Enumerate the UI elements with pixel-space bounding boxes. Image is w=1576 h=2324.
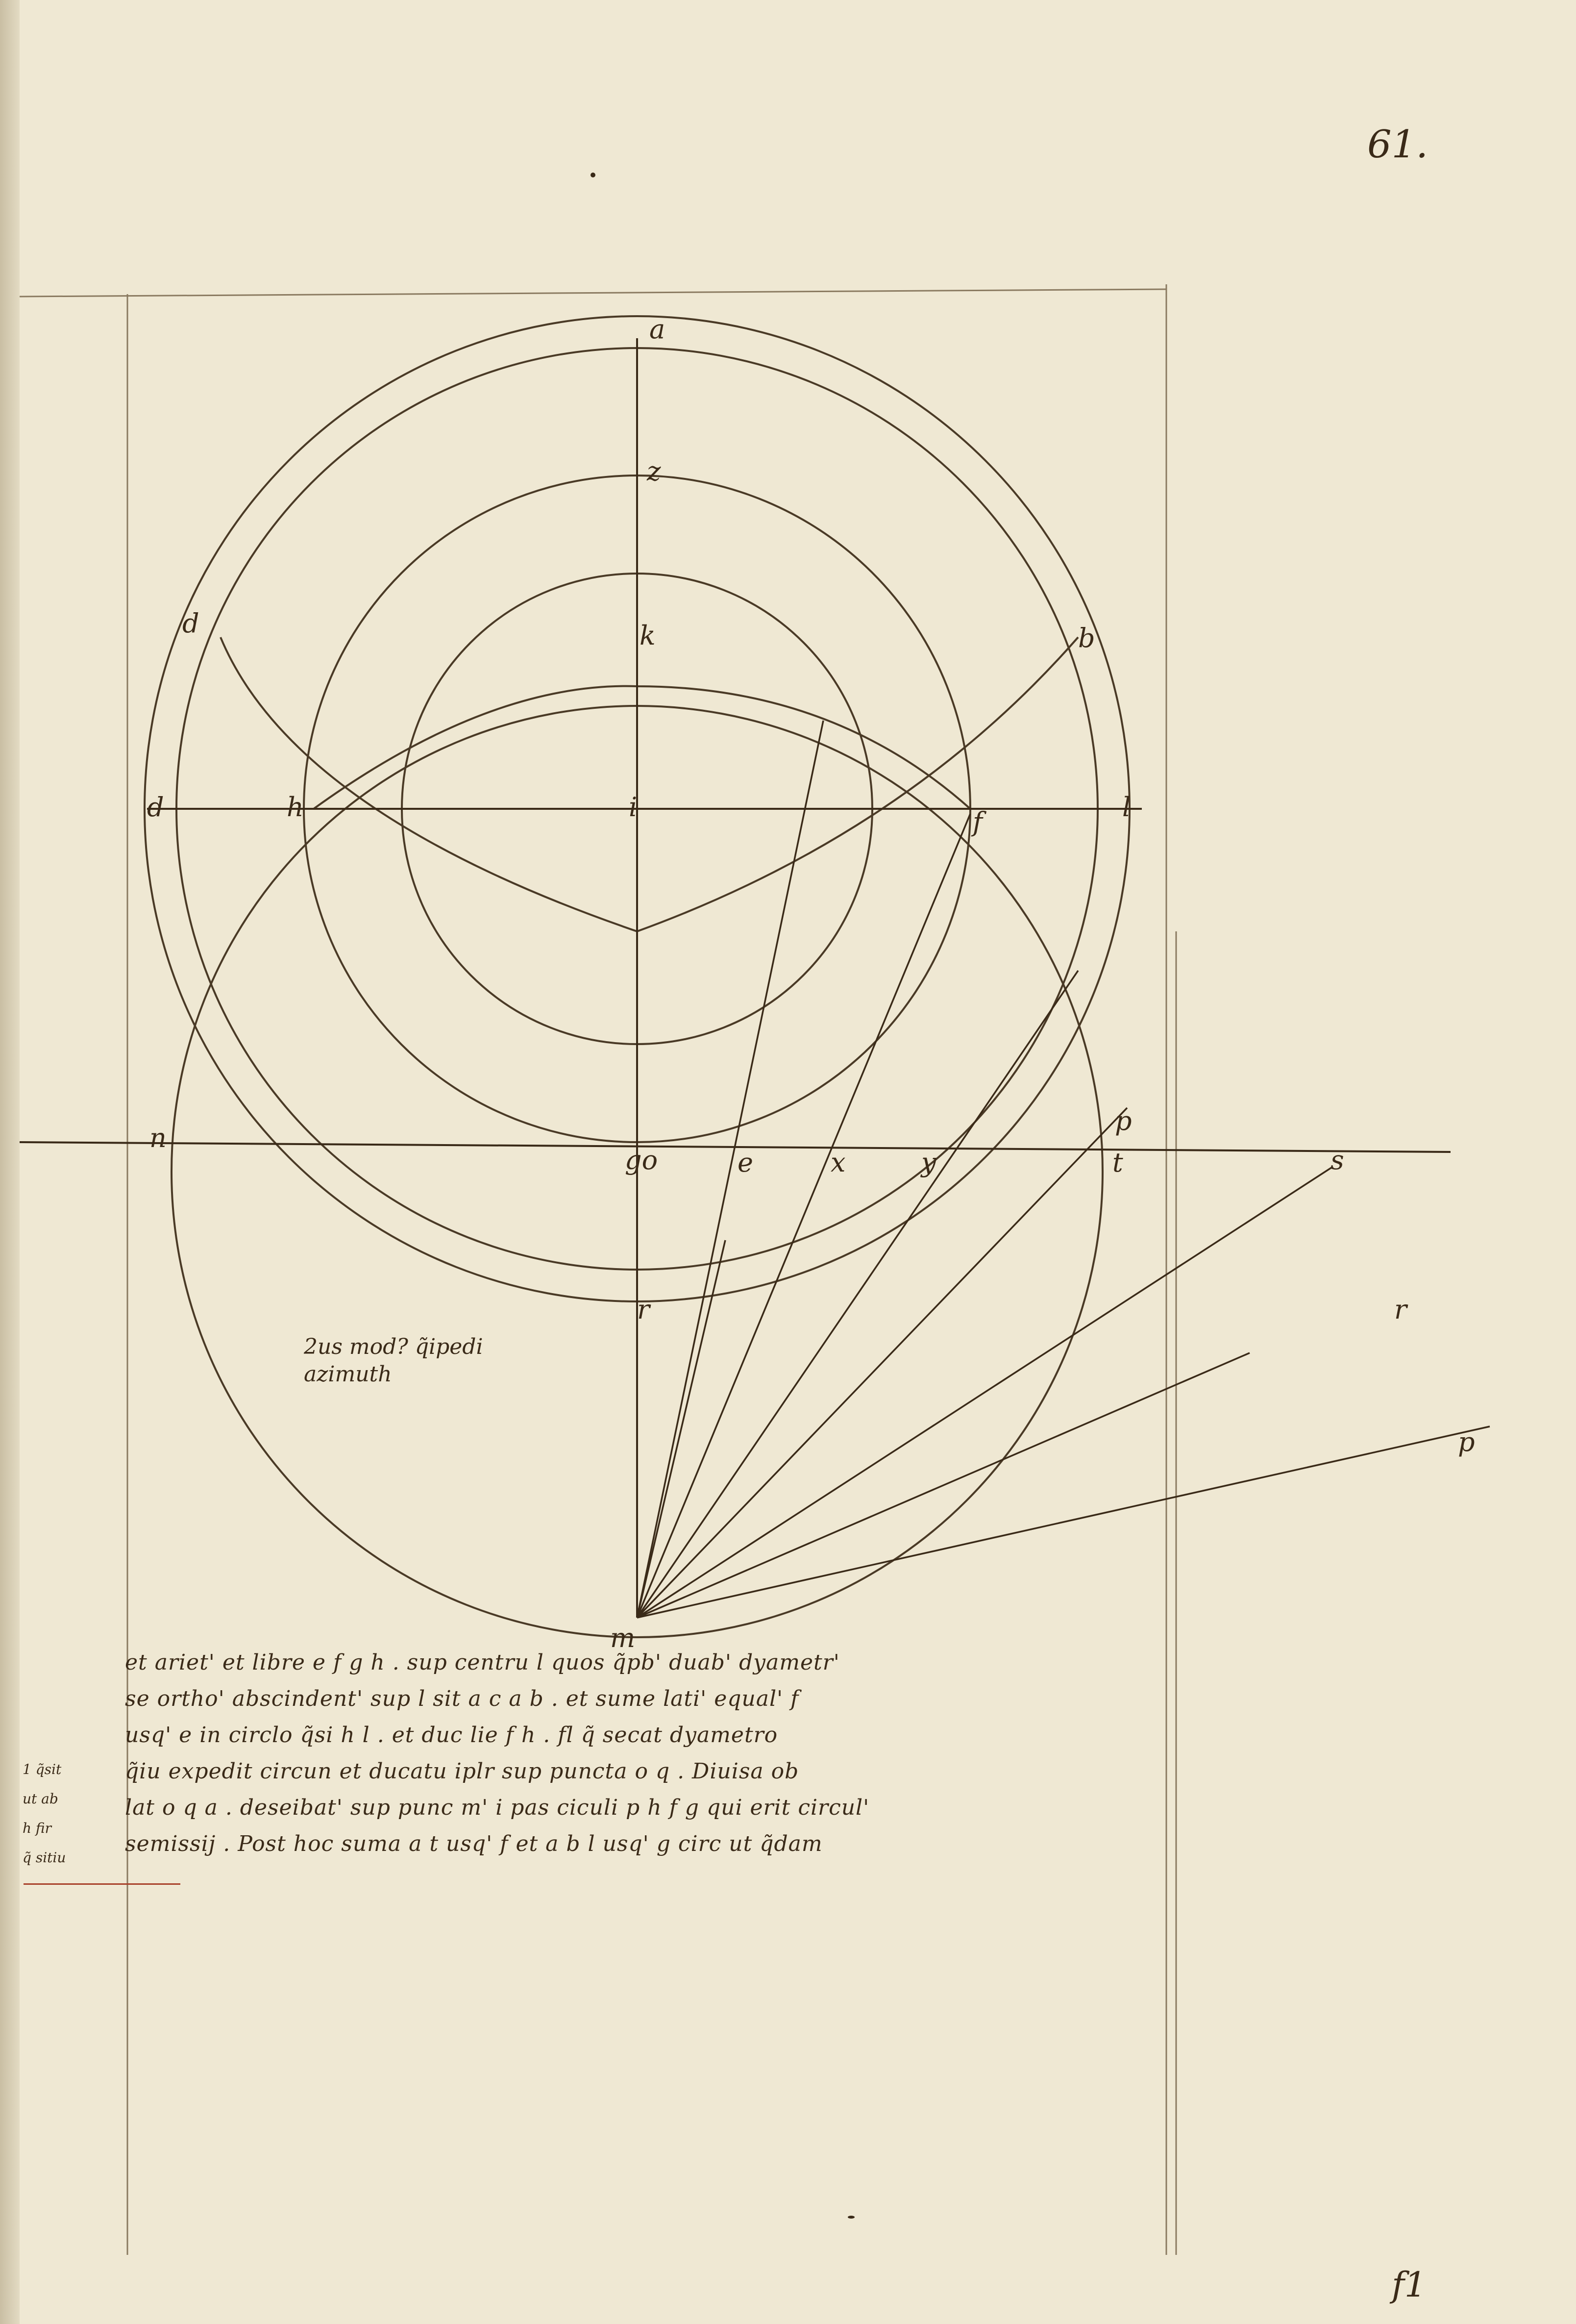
label-d-upper: d (182, 608, 199, 639)
label-z: z (647, 456, 661, 487)
label-x: x (831, 1147, 846, 1178)
ray-7 (637, 1426, 1490, 1618)
rule-top (20, 289, 1166, 297)
ray-5 (637, 1167, 1333, 1618)
text-line: semissij . Post hoc suma a t usq' f et a b l usq' g circ ut q̃dam (125, 1831, 823, 1856)
red-underline (24, 1883, 180, 1885)
text-line: lat o q a . deseibat' sup punc m' i pas ciculi p h f g qui erit circul' (125, 1795, 870, 1820)
ray-2 (637, 814, 970, 1618)
label-l: l (1122, 792, 1131, 823)
label-d-mid: d (147, 792, 164, 823)
folio-number: 61. (1367, 123, 1428, 167)
label-m: m (610, 1623, 636, 1653)
label-h: h (287, 792, 304, 823)
ink-dot-bottom (848, 2216, 855, 2219)
label-k: k (640, 620, 656, 651)
signature-mark: f1 (1392, 2265, 1427, 2305)
label-n: n (149, 1123, 167, 1153)
text-line: usq' e in circlo q̃si h l . et duc lie f h . fl q̃ secat dyametro (125, 1723, 778, 1748)
caption-line-1: 2us mod? q̃ipedi (304, 1334, 483, 1359)
ray-1 (637, 721, 823, 1618)
label-r: r (637, 1294, 650, 1325)
margin-note-line: 1 q̃sit (23, 1761, 62, 1777)
label-a: a (649, 314, 665, 345)
label-p-small: p (1115, 1105, 1132, 1136)
label-s: s (1330, 1145, 1344, 1175)
caption-line-2: azimuth (304, 1362, 392, 1387)
ray-8 (637, 1240, 725, 1618)
label-f: f (973, 806, 983, 837)
text-block (125, 1645, 1252, 1862)
diagram-caption (304, 1333, 483, 1388)
ray-3 (637, 971, 1078, 1618)
margin-note-line: h fir (23, 1820, 51, 1836)
label-r-right: r (1394, 1294, 1407, 1325)
label-go: go (625, 1145, 658, 1175)
margin-note-line: ut ab (23, 1791, 58, 1807)
text-line: se ortho' abscindent' sup l sit a c a b . et sume lati' equal' f (125, 1686, 799, 1711)
label-t: t (1112, 1147, 1123, 1178)
label-b-upper: b (1078, 623, 1095, 653)
ink-dot-top (591, 173, 595, 177)
margin-note (23, 1755, 125, 1873)
label-y: y (921, 1147, 936, 1178)
margin-note-line: q̃ sitiu (23, 1849, 66, 1866)
ray-6 (637, 1353, 1250, 1618)
text-line: et ariet' et libre e f g h . sup centru l quos q̃pb' duab' dyametr' (125, 1650, 840, 1675)
label-p: p (1458, 1426, 1475, 1457)
label-e: e (738, 1147, 753, 1178)
text-line: q̃iu expedit circun et ducatu iplr sup puncta o q . Diuisa ob (125, 1759, 799, 1784)
label-i: i (629, 792, 638, 823)
ray-4 (637, 1108, 1127, 1618)
